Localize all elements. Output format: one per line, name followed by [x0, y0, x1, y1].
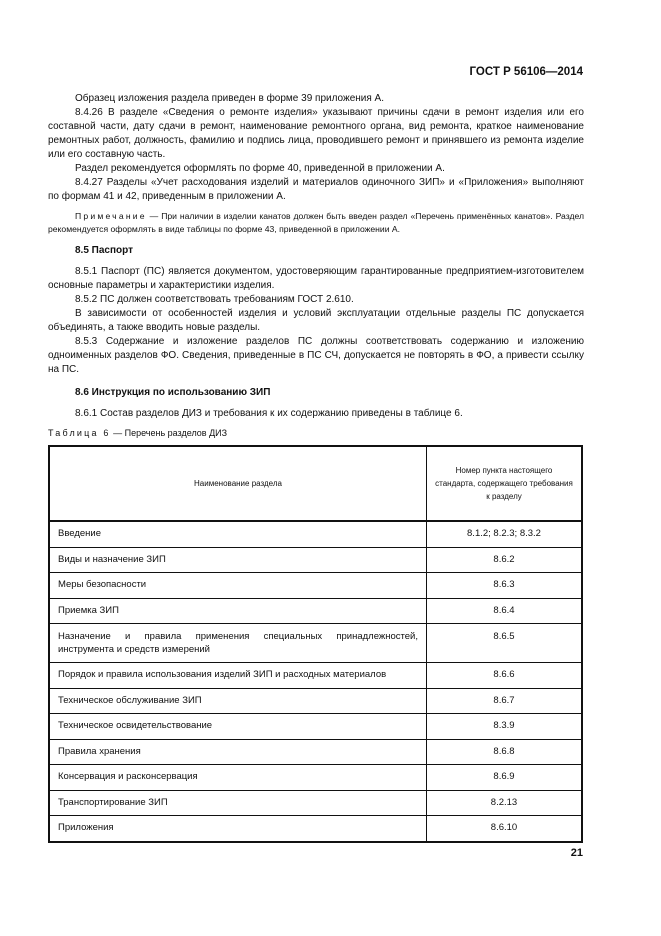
- column-header-ref: Номер пункта настоящего стандарта, содержащего требования к разделу: [427, 446, 583, 521]
- table-caption: [48, 426, 584, 440]
- cell-name: Техническое освидетельствование: [49, 714, 427, 740]
- note-text: — При наличии в изделии канатов должен быть введен раздел «Перечень применённых канатов». Раздел рекомендуется оформлять в виде таблицы по форме 43, приведенной в приложении А.: [48, 211, 584, 234]
- table-row: [49, 816, 582, 842]
- table-row: [49, 521, 582, 547]
- paragraph-8-6-1: 8.6.1 Состав разделов ДИЗ и требования к их содержанию приведены в таблице 6.: [75, 408, 463, 419]
- table-row: [49, 790, 582, 816]
- cell-ref: 8.6.7: [427, 688, 583, 714]
- paragraph: В зависимости от особенностей изделия и условий эксплуатации отдельные разделы ПС допускается объединять, а также вводить новые разделы.: [48, 308, 584, 333]
- table-row: [49, 624, 582, 663]
- cell-ref: 8.6.9: [427, 765, 583, 791]
- cell-name: Назначение и правила применения специальных принадлежностей, инструмента и средств измерений: [49, 624, 427, 663]
- cell-name: Транспортирование ЗИП: [49, 790, 427, 816]
- page-content: [48, 92, 584, 843]
- cell-name: Порядок и правила использования изделий ЗИП и расходных материалов: [49, 663, 427, 689]
- table-row: [49, 663, 582, 689]
- cell-ref: 8.2.13: [427, 790, 583, 816]
- cell-ref: 8.1.2; 8.2.3; 8.3.2: [427, 521, 583, 547]
- cell-ref: 8.3.9: [427, 714, 583, 740]
- table-row: [49, 765, 582, 791]
- cell-ref: 8.6.4: [427, 598, 583, 624]
- section-heading-8-6: 8.6 Инструкция по использованию ЗИП: [75, 387, 271, 398]
- section-heading-8-5: 8.5 Паспорт: [75, 245, 134, 256]
- table-header-row: [49, 446, 582, 521]
- cell-name: Приложения: [49, 816, 427, 842]
- cell-name: Приемка ЗИП: [49, 598, 427, 624]
- paragraph: Образец изложения раздела приведен в форме 39 приложения А.: [75, 93, 384, 104]
- document-number: ГОСТ Р 56106—2014: [469, 66, 583, 78]
- cell-ref: 8.6.8: [427, 739, 583, 765]
- cell-name: Меры безопасности: [49, 573, 427, 599]
- table-row: [49, 739, 582, 765]
- table-row: [49, 688, 582, 714]
- page-number: 21: [570, 847, 583, 859]
- cell-name: Консервация и расконсервация: [49, 765, 427, 791]
- cell-name: Виды и назначение ЗИП: [49, 547, 427, 573]
- cell-name: Правила хранения: [49, 739, 427, 765]
- table-row: [49, 598, 582, 624]
- table-caption-label: Таблица 6: [48, 428, 111, 438]
- note: [48, 210, 584, 235]
- paragraph-8-5-2: 8.5.2 ПС должен соответствовать требованиям ГОСТ 2.610.: [75, 294, 354, 305]
- cell-ref: 8.6.2: [427, 547, 583, 573]
- paragraph-8-5-1: 8.5.1 Паспорт (ПС) является документом, удостоверяющим гарантированные предприятием-изготовителем основные параметры и характеристики изделия.: [48, 266, 584, 291]
- paragraph-8-4-27: 8.4.27 Разделы «Учет расходования изделий и материалов одиночного ЗИП» и «Приложения» выполняют по формам 41 и 42, приведенным в приложении А.: [48, 177, 584, 202]
- cell-ref: 8.6.3: [427, 573, 583, 599]
- paragraph: Раздел рекомендуется оформлять по форме 40, приведенной в приложении А.: [75, 163, 445, 174]
- table-row: [49, 573, 582, 599]
- cell-name: Введение: [49, 521, 427, 547]
- note-label: Примечание: [75, 211, 147, 221]
- table-row: [49, 547, 582, 573]
- cell-ref: 8.6.6: [427, 663, 583, 689]
- cell-ref: 8.6.5: [427, 624, 583, 663]
- cell-ref: 8.6.10: [427, 816, 583, 842]
- paragraph-8-5-3: 8.5.3 Содержание и изложение разделов ПС должны соответствовать содержанию и изложению одноименных разделов ФО. Сведения, приведенные в ПС СЧ, допускается не повторять в ФО, а привести ссылку на ПС.: [48, 336, 584, 375]
- column-header-name: Наименование раздела: [49, 446, 427, 521]
- table-caption-text: — Перечень разделов ДИЗ: [110, 428, 228, 438]
- paragraph-8-4-26: 8.4.26 В разделе «Сведения о ремонте изделия» указывают причины сдачи в ремонт изделия или его составной части, дату сдачи в ремонт, наименование ремонтного органа, вид ремонта, краткое наименование ремонтных работ, должность, фамилию и подпись лица, проводившего ремонт и принявшего из ремонта изделие или его составную часть.: [48, 107, 584, 160]
- diz-sections-table: [48, 445, 583, 843]
- table-row: [49, 714, 582, 740]
- cell-name: Техническое обслуживание ЗИП: [49, 688, 427, 714]
